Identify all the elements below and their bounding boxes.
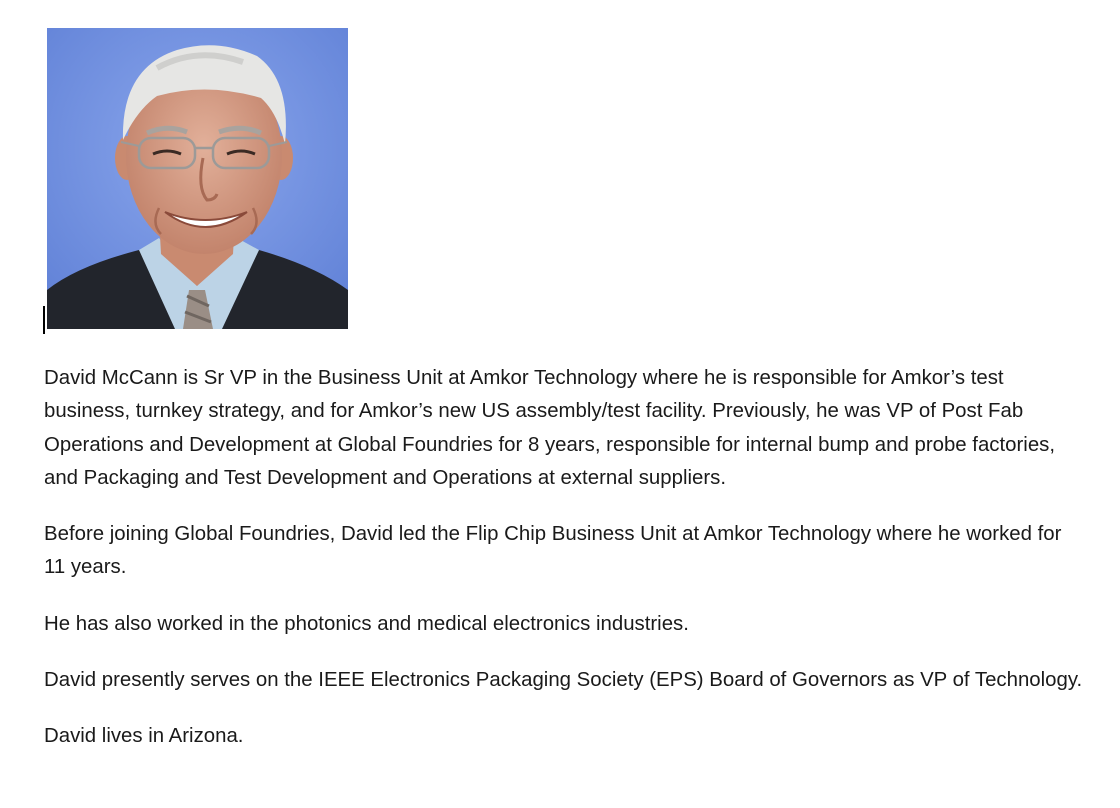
text-cursor	[43, 306, 45, 334]
bio-paragraph: Before joining Global Foundries, David led the Flip Chip Business Unit at Amkor Technology where he worked for 11 years.	[44, 523, 1062, 579]
bio-paragraph: David lives in Arizona.	[44, 725, 244, 748]
bio-paragraph: He has also worked in the photonics and medical electronics industries.	[44, 612, 689, 635]
bio-paragraph: David presently serves on the IEEE Electronics Packaging Society (EPS) Board of Governors as VP of Technology.	[44, 669, 1083, 692]
portrait-photo	[47, 28, 348, 329]
biography-text	[44, 362, 1084, 777]
bio-paragraph: David McCann is Sr VP in the Business Unit at Amkor Technology where he is responsible for Amkor’s test business, turnkey strategy, and for Amkor’s new US assembly/test facility. Previously, he was VP of Post Fab Operations and Development at Global Foundries for 8 years, responsible for internal bump and probe factories, and Packaging and Test Development and Operations at external suppliers.	[44, 367, 1056, 489]
portrait-illustration	[47, 28, 348, 329]
